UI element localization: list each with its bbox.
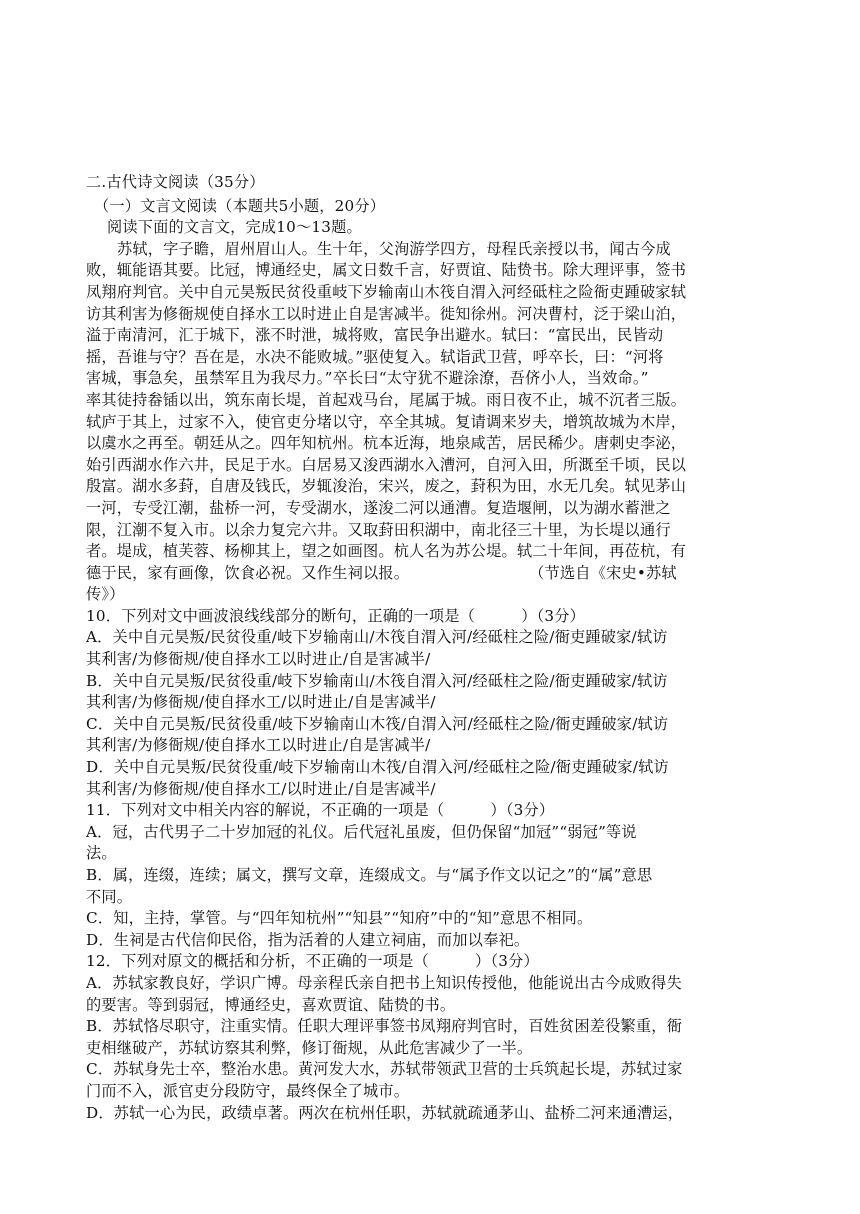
passage-text: 德于民，家有画像，饮食必祝。又作生祠以报。	[86, 563, 410, 582]
option-b: B．苏轼恪尽职守，注重实情。任职大理评事签书凤翔府判官时，百姓贫困差役繁重，衙	[86, 1017, 683, 1036]
option-b-cont: 吏相继破产，苏轼访察其利弊，修订衙规，从此危害减少了一半。	[86, 1038, 533, 1057]
section-title: 二.古代诗文阅读（35分）	[86, 173, 265, 191]
passage-line: 访其利害为修衙规使自择水工以时进止自是害减半。徙知徐州。河决曹村，泛于梁山泊，	[86, 304, 687, 323]
option-b: B．属，连缀，连续；属文，撰写文章，连缀成文。与“属予作文以记之”的“属”意思	[86, 866, 653, 884]
question-stem: 11．下列对文中相关内容的解说，不正确的一项是（ ）（3分）	[86, 801, 555, 820]
question-stem: 12．下列对原文的概括和分析，不正确的一项是（ ）（3分）	[86, 952, 539, 971]
passage-line: 败，辄能语其要。比冠，博通经史，属文日数千言，好贾谊、陆贽书。除大理评事，签书	[86, 261, 687, 280]
instruction: 阅读下面的文言文，完成10～13题。	[107, 218, 362, 237]
option-d: D．生祠是古代信仰民俗，指为活着的人建立祠庙，而加以奉祀。	[86, 930, 530, 949]
passage-line: 轼庐于其上，过家不入，使官吏分堵以守，卒全其城。复请调来岁夫，增筑故城为木岸，	[86, 412, 687, 431]
option-d-cont: 其利害/为修衙规/使自择水工/以时进止/自是害减半/	[86, 779, 436, 798]
option-b-cont: 其利害/为修衙规/使自择水工/以时进止/自是害减半/	[86, 693, 436, 712]
passage-line: 凤翔府判官。关中自元昊叛民贫役重岐下岁输南山木筏自渭入河经砥柱之险衙吏踵破家轼	[86, 282, 687, 301]
passage-line: 者。堤成，植芙蓉、杨柳其上，望之如画图。杭人名为苏公堤。轼二十年间，再莅杭，有	[86, 542, 687, 561]
option-a-cont: 其利害/为修衙规/使自择水工以时进止/自是害减半/	[86, 650, 431, 669]
passage-line: 率其徒持畚锸以出，筑东南长堤，首起戏马台，尾属于城。雨日夜不止，城不沉者三版。	[86, 390, 687, 409]
question-12	[86, 951, 776, 1124]
option-c: C．关中自元昊叛/民贫役重/岐下岁输南山木筏/自渭入河/经砥柱之险/衙吏踵破家/轼访	[86, 714, 669, 733]
passage-line: 害城，事急矣，虽禁军且为我尽力。”卒长曰“太守犹不避涂潦，吾侪小人，当效命。”	[86, 369, 649, 388]
passage-line: 一河，专受江潮，盐桥一河，专受湖水，遂浚二河以通漕。复造堰闸，以为湖水蓄泄之	[86, 498, 671, 517]
question-11	[86, 800, 776, 951]
passage-line: 摇，吾谁与守？吾在是，水决不能败城。”驱使复入。轼诣武卫营，呼卒长，曰：“河将	[86, 347, 664, 366]
passage-line: 始引西湖水作六井，民足于水。白居易又浚西湖水入漕河，自河入田，所溉至千顷，民以	[86, 455, 687, 474]
option-b-cont: 不同。	[86, 887, 133, 906]
option-d: D．关中自元昊叛/民贫役重/岐下岁输南山木筏/自渭入河/经砥柱之险/衙吏踵破家/轼访	[86, 758, 669, 777]
question-10	[86, 606, 776, 800]
passage-line: 限，江潮不复入市。以余力复完六井。又取葑田积湖中，南北径三十里，为长堤以通行	[86, 520, 671, 539]
passage	[86, 239, 776, 606]
option-a: A．苏轼家教良好，学识广博。母亲程氏亲自把书上知识传授他，他能说出古今成败得失	[86, 973, 682, 992]
passage-line: 苏轼，字子瞻，眉州眉山人。生十年，父洵游学四方，母程氏亲授以书，闻古今成	[117, 239, 671, 258]
source-note: （节选自《宋史•苏轼	[529, 563, 677, 582]
option-d: D．苏轼一心为民，政绩卓著。两次在杭州任职，苏轼就疏通茅山、盐桥二河来通漕运，	[86, 1103, 684, 1122]
option-a: A．关中自元昊叛/民贫役重/岐下岁输南山/木筏自渭入河/经砥柱之险/衙吏踵破家/轼访	[86, 628, 668, 647]
option-a-cont: 的要害。等到弱冠，博通经史，喜欢贾谊、陆贽的书。	[86, 995, 456, 1014]
option-c-cont: 其利害/为修衙规/使自择水工以时进止/自是害减半/	[86, 736, 431, 755]
passage-line: 传》）	[86, 585, 125, 604]
passage-line: 溢于南清河，汇于城下，涨不时泄，城将败，富民争出避水。轼曰：“富民出，民皆动	[86, 326, 664, 345]
passage-line: 以虞水之再至。朝廷从之。四年知杭州。杭本近海，地泉咸苦，居民稀少。唐刺史李泌，	[86, 434, 687, 453]
subsection-title: （一）文言文阅读（本题共5小题，20分）	[94, 196, 386, 215]
option-b: B．关中自元昊叛/民贫役重/岐下岁输南山/木筏自渭入河/经砥柱之险/衙吏踵破家/轼访	[86, 671, 668, 690]
exam-page	[86, 172, 776, 1124]
option-c-cont: 门而不入，派官吏分段防守，最终保全了城市。	[86, 1081, 410, 1100]
question-stem: 10．下列对文中画波浪线线部分的断句，正确的一项是（ ）（3分）	[86, 606, 586, 625]
passage-line: 殷富。湖水多葑，自唐及钱氏，岁辄浚治，宋兴，废之，葑积为田，水无几矣。轼见茅山	[86, 477, 687, 496]
option-a-cont: 法。	[86, 844, 117, 863]
option-c: C．知，主持，掌管。与“四年知杭州”“知县”“知府”中的“知”意思不相同。	[86, 909, 593, 928]
passage-line	[86, 563, 776, 585]
option-c: C．苏轼身先士卒，整治水患。黄河发大水，苏轼带领武卫营的士兵筑起长堤，苏轼过家	[86, 1060, 683, 1079]
option-a: A．冠，古代男子二十岁加冠的礼仪。后代冠礼虽废，但仍保留“加冠”“弱冠”等说	[86, 822, 637, 841]
